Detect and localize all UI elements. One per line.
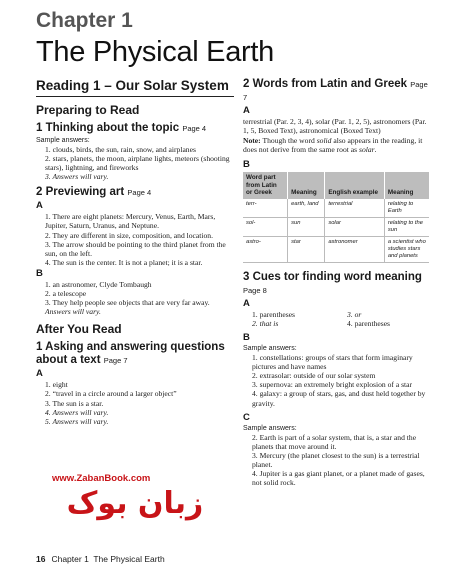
sample-answers-label: Sample answers: (243, 345, 297, 353)
answer-list (36, 280, 234, 316)
page-footer (36, 554, 165, 564)
list-item: 3. They help people see objects that are very far away. (45, 298, 210, 308)
table-cell: star (288, 236, 325, 262)
part-letter: B (36, 267, 43, 279)
list-item: 2. stars, planets, the moon, airplane lights, meteors (shooting stars), lightning, and fireworks (45, 154, 230, 173)
table-cell: terrestrial (325, 199, 385, 218)
table-cell: astronomer (325, 236, 385, 262)
answer-list (36, 145, 234, 181)
list-item: 2. extrasolar: outside of our solar system (252, 371, 376, 381)
activity-heading: 3 Cues tor finding word meaning Page 8 (243, 270, 422, 295)
left-column (36, 78, 234, 426)
table-cell: terr- (243, 199, 288, 218)
sample-answers-label: Sample answers: (36, 137, 90, 144)
list-item: 3. supernova: an extremely bright explosion of a star (252, 380, 413, 390)
answer-list (36, 380, 234, 425)
answer-list (36, 212, 234, 267)
part-letter: A (243, 105, 250, 116)
two-column-answers (243, 310, 433, 328)
table-cell: sol- (243, 217, 288, 236)
activity-heading: 1 Thinking about the topic Page 4 (36, 122, 207, 134)
answer-list (243, 310, 338, 328)
part-letter: A (243, 297, 250, 309)
table-row (243, 217, 429, 236)
part-letter: B (243, 159, 250, 171)
footer-text: Chapter 1 The Physical Earth (51, 554, 165, 564)
table-cell: sun (288, 217, 325, 236)
list-item: 1. eight (45, 380, 68, 390)
list-item: 2. They are different in size, composition, and location. (45, 230, 214, 240)
table-header-row (243, 172, 429, 199)
column-header: Meaning (384, 172, 429, 199)
list-item: 1. clouds, birds, the sun, rain, snow, and airplanes (45, 145, 196, 154)
reading-heading: Reading 1 – Our Solar System (36, 78, 234, 97)
list-item: 4. galaxy: a group of stars, gas, and dust held together by gravity. (252, 389, 426, 408)
table-cell: relating to the sun (384, 217, 429, 236)
word-part-table (243, 172, 429, 263)
table-cell: earth, land (288, 199, 325, 218)
list-item: 2. “travel in a circle around a larger object” (45, 389, 177, 399)
watermark-logo-text: زبان بوک (66, 486, 204, 521)
list-item: 4. Answers will vary. (45, 407, 109, 417)
list-item: 4. The sun is the center. It is not a planet; it is a star. (45, 257, 203, 267)
column-header: Word part from Latin or Greek (243, 172, 288, 199)
list-item: 3. Mercury (the planet closest to the sun) is a terrestrial planet. (252, 450, 420, 469)
table-row (243, 236, 429, 262)
activity-heading: 2 Previewing art Page 4 (36, 186, 152, 199)
column-header: English example (325, 172, 385, 199)
answer-list (338, 310, 433, 328)
list-item: 4. Jupiter is a gas giant planet, or a planet made of gases, not solid rock. (252, 469, 425, 488)
activity-heading: 2 Words from Latin and Greek Page 7 (243, 78, 428, 102)
list-item: 3. Answers will vary. (45, 172, 109, 182)
list-item: 1. an astronomer, Clyde Tombaugh (45, 279, 152, 289)
preparing-heading: Preparing to Read (36, 103, 140, 117)
list-item: 1. parentheses (252, 309, 296, 319)
activity-heading: 1 Asking and answering questions about a text Page 7 (36, 341, 225, 367)
answer-list (243, 353, 433, 408)
answer-list (243, 433, 433, 488)
column-header: Meaning (288, 172, 325, 199)
watermark-logo (40, 481, 230, 521)
list-item: 1. constellations: groups of stars that form imaginary pictures and have names (252, 353, 413, 372)
answer-text: terrestrial (Par. 2, 3, 4), solar (Par. 1, 2, 5), astronomers (Par. 1, 5, Boxed Text), astronomical (Boxed Text) (243, 117, 427, 136)
part-letter: C (243, 411, 250, 423)
list-item: 3. or (347, 309, 362, 319)
watermark (40, 473, 230, 521)
list-item: 3. The sun is a star. (45, 398, 104, 408)
list-item: 1. There are eight planets: Mercury, Venus, Earth, Mars, Jupiter, Saturn, Uranus, and Neptune. (45, 212, 216, 231)
table-cell: astro- (243, 236, 288, 262)
page-title: The Physical Earth (36, 36, 274, 68)
table-cell: relating to Earth (384, 199, 429, 218)
chapter-label: Chapter 1 (36, 9, 133, 32)
table-row (243, 199, 429, 218)
table-cell: solar (325, 217, 385, 236)
part-letter: B (243, 332, 250, 344)
after-heading: After You Read (36, 322, 122, 337)
list-item: 5. Answers will vary. (45, 416, 109, 426)
list-item: 3. The arrow should be pointing to the third planet from the sun, on the left. (45, 239, 226, 258)
sample-answers-label: Sample answers: (243, 424, 297, 432)
note-text: Note: Though the word solid also appears in the reading, it does not derive from the same root as solar. (243, 136, 423, 155)
list-item: 2. a telescope (45, 289, 87, 299)
page-number: 16 (36, 554, 46, 564)
part-letter: A (36, 200, 43, 212)
watermark-url: www.ZabanBook.com (52, 473, 151, 484)
table-cell: a scientist who studies stars and planets (384, 236, 429, 262)
right-column (243, 78, 433, 487)
list-item: 2. Earth is part of a solar system, that is, a star and the planets that move around it. (252, 432, 417, 451)
part-letter: A (36, 368, 43, 380)
list-item: 2. that is (252, 318, 279, 328)
list-item: Answers will vary. (45, 307, 101, 317)
list-item: 4. parentheses (347, 318, 391, 328)
